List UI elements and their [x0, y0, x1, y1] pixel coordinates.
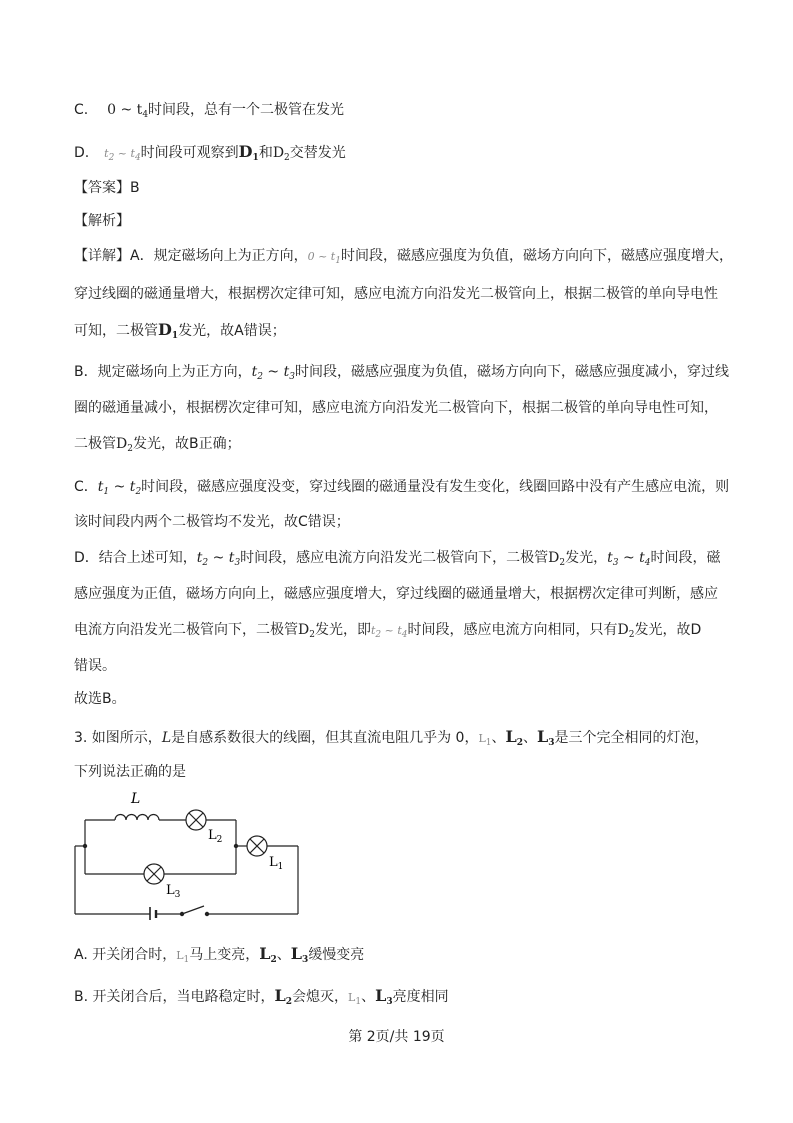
inductor-label: L [131, 791, 141, 807]
diode-d2-symbol: $D_2$ [548, 550, 566, 568]
math-expr: $t_2$ ~ $t_3$ [251, 364, 295, 382]
choose-line: 故选B。 [74, 691, 126, 707]
lamp-l2-symbol: $L_2$ [505, 727, 524, 748]
diode-d2-symbol: $D_2$ [272, 145, 290, 163]
detail-a-line-3: 可知，二极管$D_1$发光，故A错误； [74, 320, 286, 341]
math-expr: 0 ~ $t_1$ [307, 250, 341, 266]
lamp-l3-symbol: $L_3$ [375, 986, 393, 1007]
question-3-line-2: 下列说法正确的是 [74, 764, 186, 780]
lamp-l3-label: $L_3$ [166, 883, 181, 900]
lamp-l2 [186, 810, 206, 830]
lamp-l2-symbol: $L_2$ [274, 986, 293, 1007]
detail-c-line-1: C．$t_1$ ~ $t_2$时间段，磁感应强度没变，穿过线圈的磁通量没有发生变化，线圈回路中没有产生感应电流，则 [74, 479, 730, 497]
diode-d1-symbol: $D_1$ [238, 142, 259, 163]
question-3-line-1: 3. 如图所示，L是自感系数很大的线圈，但其直流电阻几乎为 0，$L_1$、$L_2$、$L_3$是三个完全相同的灯泡， [74, 727, 709, 748]
lamp-l2-label: $L_2$ [208, 828, 223, 845]
math-expr: $t_2$ ~ $t_4$ [370, 624, 408, 640]
math-expr: $t_2$ ~ $t_4$ [104, 147, 141, 163]
page-footer: 第 2页/共 19页 [348, 1029, 445, 1045]
lamp-l3-symbol: $L_3$ [537, 727, 555, 748]
math-expr: $t_1$ ~ $t_2$ [97, 479, 142, 497]
diode-d2-symbol: $D_2$ [298, 622, 315, 640]
analysis-tag: 【解析】 [74, 213, 130, 229]
lamp-l2-symbol: $L_2$ [259, 944, 277, 965]
option-c: C. 0 ~ $t_4$时间段，总有一个二极管在发光 [74, 102, 345, 120]
answer-line: 【答案】B [74, 180, 140, 196]
detail-d-line-2: 感应强度为正值，磁场方向向上，磁感应强度增大，穿过线圈的磁通量增大，根据楞次定律可判断，感应 [74, 586, 718, 602]
inductor-coil [115, 815, 159, 821]
detail-a-line-2: 穿过线圈的磁通量增大，根据楞次定律可知，感应电流方向沿发光二极管向上，根据二极管的单向导电性 [74, 286, 718, 302]
diode-d2-symbol: $D_2$ [617, 622, 635, 640]
junction-dot [83, 844, 87, 848]
detail-d-line-1: D．结合上述可知，$t_2$ ~ $t_3$时间段，感应电流方向沿发光二极管向下，二极管$D_2$发光，$t_3$ ~ $t_4$时间段，磁 [74, 550, 721, 568]
diode-d2-symbol: $D_2$ [116, 436, 133, 454]
lamp-l3 [144, 864, 164, 884]
circuit-diagram [70, 786, 305, 920]
junction-dot [234, 844, 238, 848]
switch-blade [182, 906, 204, 914]
inductor-symbol: L [161, 730, 172, 746]
lamp-l1-label: $L_1$ [269, 855, 284, 872]
option-d: D. $t_2$ ~ $t_4$时间段可观察到$D_1$和$D_2$交替发光 [74, 142, 346, 163]
detail-c-line-2: 该时间段内两个二极管均不发光，故C错误； [74, 514, 350, 530]
math-expr: $t_3$ ~ $t_4$ [607, 550, 651, 568]
lamp-l1-symbol: $L_1$ [176, 949, 190, 965]
detail-d-line-4: 错误。 [74, 658, 116, 674]
detail-d-line-3: 电流方向沿发光二极管向下，二极管$D_2$发光，即$t_2$ ~ $t_4$时间段，感应电流方向相同，只有$D_2$发光，故D [74, 622, 702, 640]
math-expr: 0 ~ $t_4$ [107, 102, 149, 120]
option-a: A. 开关闭合时，$L_1$马上变亮，$L_2$、$L_3$缓慢变亮 [74, 944, 365, 965]
detail-b-line-3: 二极管$D_2$发光，故B正确； [74, 436, 241, 454]
detail-b-line-2: 圈的磁通量减小，根据楞次定律可知，感应电流方向沿发光二极管向下，根据二极管的单向导电性可知， [74, 400, 718, 416]
math-expr: $t_2$ ~ $t_3$ [196, 550, 241, 568]
detail-a-line-1: 【详解】A．规定磁场向上为正方向，0 ~ $t_1$时间段，磁感应强度为负值，磁场方向向下，磁感应强度增大， [74, 248, 733, 266]
lamp-l3-symbol: $L_3$ [290, 944, 309, 965]
lamp-l1 [247, 836, 267, 856]
option-b: B. 开关闭合后，当电路稳定时，$L_2$会熄灭，$L_1$、$L_3$亮度相同 [74, 986, 449, 1007]
diode-d1-symbol: $D_1$ [158, 320, 179, 341]
lamp-l1-symbol: $L_1$ [478, 732, 492, 748]
lamp-l1-symbol: $L_1$ [348, 991, 362, 1007]
detail-b-line-1: B．规定磁场向上为正方向，$t_2$ ~ $t_3$时间段，磁感应强度为负值，磁场方向向下，磁感应强度减小，穿过线 [74, 364, 729, 382]
